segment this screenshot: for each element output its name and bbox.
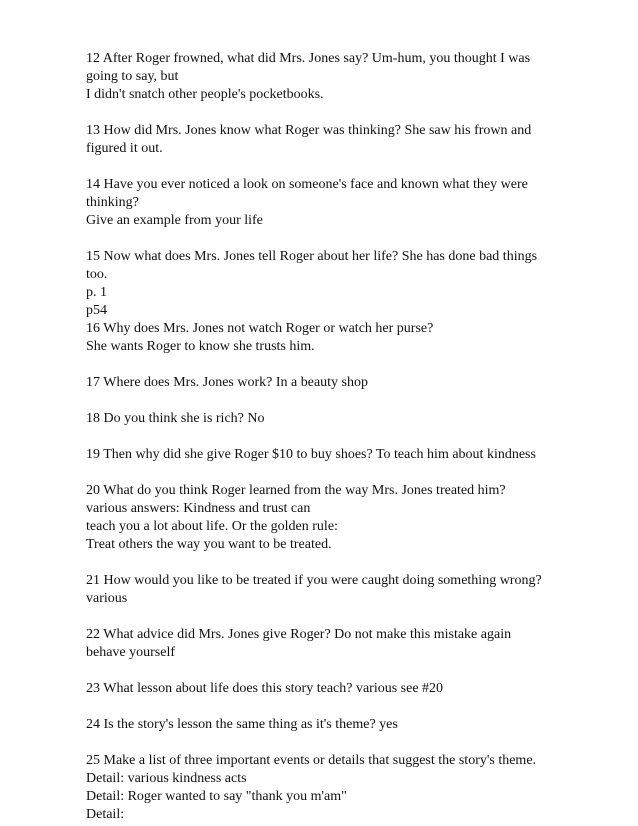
text-line: 19 Then why did she give Roger $10 to buy shoes? To teach him about kindness (86, 447, 536, 462)
text-line: Detail: various kindness acts (86, 771, 247, 786)
text-line: 12 After Roger frowned, what did Mrs. Jones say? Um-hum, you thought I was (86, 51, 531, 66)
text-line: figured it out. (86, 141, 163, 156)
text-line: 15 Now what does Mrs. Jones tell Roger about her life? She has done bad things (86, 249, 538, 264)
text-line: thinking? (86, 195, 139, 210)
text-line: Give an example from your life (86, 213, 263, 228)
question-block (86, 248, 566, 356)
text-line: 20 What do you think Roger learned from the way Mrs. Jones treated him? (86, 483, 506, 498)
text-line: going to say, but (86, 69, 179, 84)
text-line: various (86, 591, 128, 606)
text-line: 14 Have you ever noticed a look on someone's face and known what they were (86, 177, 528, 192)
question-block (86, 752, 566, 824)
text-line: 23 What lesson about life does this story teach? various see #20 (86, 681, 444, 696)
question-block (86, 680, 566, 698)
text-line: Detail: Roger wanted to say "thank you m'am" (86, 789, 347, 804)
text-line: 18 Do you think she is rich? No (86, 411, 265, 426)
text-line: 25 Make a list of three important events or details that suggest the story's theme. (86, 753, 537, 768)
text-line: p. 1 (86, 285, 107, 300)
question-block (86, 122, 566, 158)
question-block (86, 716, 566, 734)
text-line: various answers: Kindness and trust can (86, 501, 311, 516)
document-body (86, 50, 566, 824)
text-line: 16 Why does Mrs. Jones not watch Roger or watch her purse? (86, 321, 434, 336)
question-block (86, 446, 566, 464)
question-block (86, 482, 566, 554)
text-line: 17 Where does Mrs. Jones work? In a beauty shop (86, 375, 369, 390)
text-line: teach you a lot about life. Or the golden rule: (86, 519, 338, 534)
question-block (86, 50, 566, 104)
text-line: She wants Roger to know she trusts him. (86, 339, 315, 354)
text-line: too. (86, 267, 108, 282)
text-line: I didn't snatch other people's pocketbooks. (86, 87, 324, 102)
question-block (86, 626, 566, 662)
question-block (86, 374, 566, 392)
text-line: 21 How would you like to be treated if you were caught doing something wrong? (86, 573, 542, 588)
text-line: 22 What advice did Mrs. Jones give Roger? Do not make this mistake again (86, 627, 512, 642)
text-line: Detail: (86, 807, 125, 822)
text-line: Treat others the way you want to be treated. (86, 537, 332, 552)
text-line: p54 (86, 303, 107, 318)
question-block (86, 410, 566, 428)
text-line: behave yourself (86, 645, 176, 660)
text-line: 24 Is the story's lesson the same thing as it's theme? yes (86, 717, 398, 732)
question-block (86, 176, 566, 230)
question-block (86, 572, 566, 608)
text-line: 13 How did Mrs. Jones know what Roger was thinking? She saw his frown and (86, 123, 532, 138)
